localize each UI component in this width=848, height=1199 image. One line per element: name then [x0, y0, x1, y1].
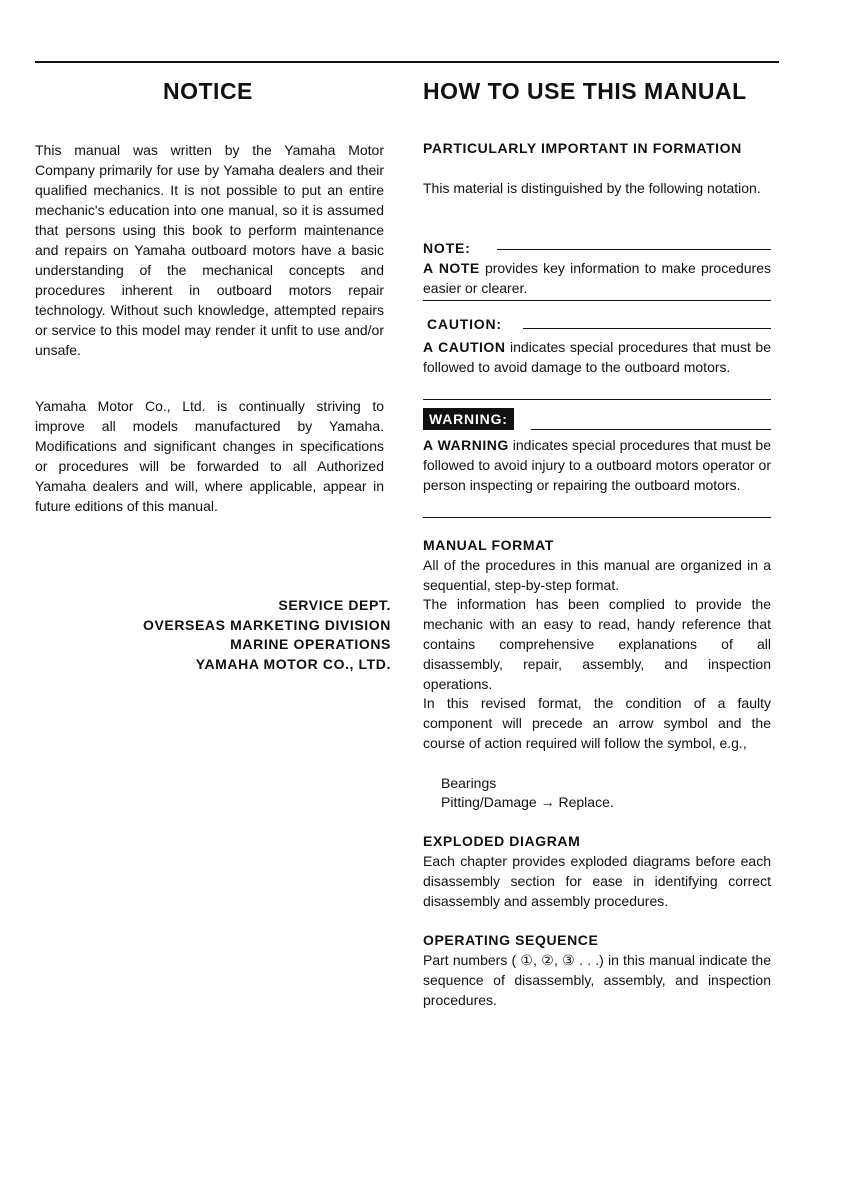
note-text: [423, 258, 771, 298]
top-rule: [35, 61, 779, 63]
caution-label-row: [423, 314, 771, 336]
note-label-row: [423, 238, 771, 260]
example-line-1: Bearings: [441, 775, 497, 791]
notice-paragraph-2: Yamaha Motor Co., Ltd. is continually striving to improve all models manufactured by Yamaha. Modifications and significant changes in specifications or procedures will be forwarded to all Authorized Yamaha dealers and will, where applicable, appear in future editions of this manual.: [35, 398, 384, 514]
operating-heading: OPERATING SEQUENCE: [423, 932, 599, 948]
caution-end-rule: [423, 399, 771, 400]
note-label-rule: [497, 249, 771, 250]
operating-text: Part numbers ( ①, ②, ③ . . .) in this manual indicate the sequence of disassembly, assembly, and inspection procedures.: [423, 952, 771, 1008]
how-to-title: HOW TO USE THIS MANUAL: [423, 78, 747, 104]
manual-format-p2: The information has been complied to provide the mechanic with an easy to read, handy reference that contains comprehensive explanations of all disassembly, repair, assembly, and inspection operations.: [423, 596, 771, 692]
signature-line-1: SERVICE DEPT.: [278, 597, 391, 613]
caution-label-rule: [523, 328, 771, 329]
notice-title: NOTICE: [163, 78, 253, 104]
notice-paragraph-1: This manual was written by the Yamaha Motor Company primarily for use by Yamaha dealers and their qualified mechanics. It is not possible to put an entire mechanic's education into one manual, so it is assumed that persons using this book to perform maintenance and repairs on Yamaha outboard motors have a basic understanding of the mechanical concepts and procedures inherent in outboard motors repair technology. Without such knowledge, attempted repairs or service to this model may render it unfit to use and/or unsafe.: [35, 142, 384, 358]
note-label: NOTE:: [423, 240, 471, 256]
caution-text: [423, 337, 771, 377]
warning-label-rule: [531, 429, 771, 430]
note-lead: A NOTE: [423, 260, 480, 276]
warning-lead: A WARNING: [423, 437, 509, 453]
signature-line-2: OVERSEAS MARKETING DIVISION: [142, 616, 391, 633]
warning-text: [423, 435, 771, 495]
important-text: This material is distinguished by the following notation.: [423, 180, 761, 196]
signature-block: [35, 596, 391, 674]
exploded-heading: EXPLODED DIAGRAM: [423, 833, 581, 849]
manual-format-p3: In this revised format, the condition of a faulty component will precede an arrow symbol and the course of action required will follow the symbol, e.g.,: [423, 695, 771, 751]
warning-end-rule: [423, 517, 771, 518]
manual-format-heading: MANUAL FORMAT: [423, 537, 554, 553]
warning-label-row: [423, 408, 771, 432]
warning-body: indicates special procedures that must be followed to avoid injury to a outboard motors operator or person inspecting or repairing the outboard motors.: [423, 437, 771, 493]
signature-line-3: MARINE OPERATIONS: [230, 636, 391, 652]
important-heading: PARTICULARLY IMPORTANT IN FORMATION: [423, 140, 742, 156]
warning-label: WARNING:: [423, 408, 514, 430]
caution-label: CAUTION:: [427, 316, 502, 332]
example-line-2: Pitting/Damage → Replace.: [441, 794, 614, 810]
caution-lead: A CAUTION: [423, 339, 506, 355]
caution-body: indicates special procedures that must be followed to avoid damage to the outboard motors.: [423, 339, 771, 375]
note-body: provides key information to make procedures easier or clearer.: [423, 260, 772, 296]
note-end-rule: [423, 300, 771, 301]
manual-format-p1: All of the procedures in this manual are organized in a sequential, step-by-step format.: [423, 557, 771, 593]
exploded-text: Each chapter provides exploded diagrams before each disassembly section for ease in identifying correct disassembly and assembly procedures.: [423, 853, 771, 909]
signature-line-4: YAMAHA MOTOR CO., LTD.: [195, 655, 391, 672]
